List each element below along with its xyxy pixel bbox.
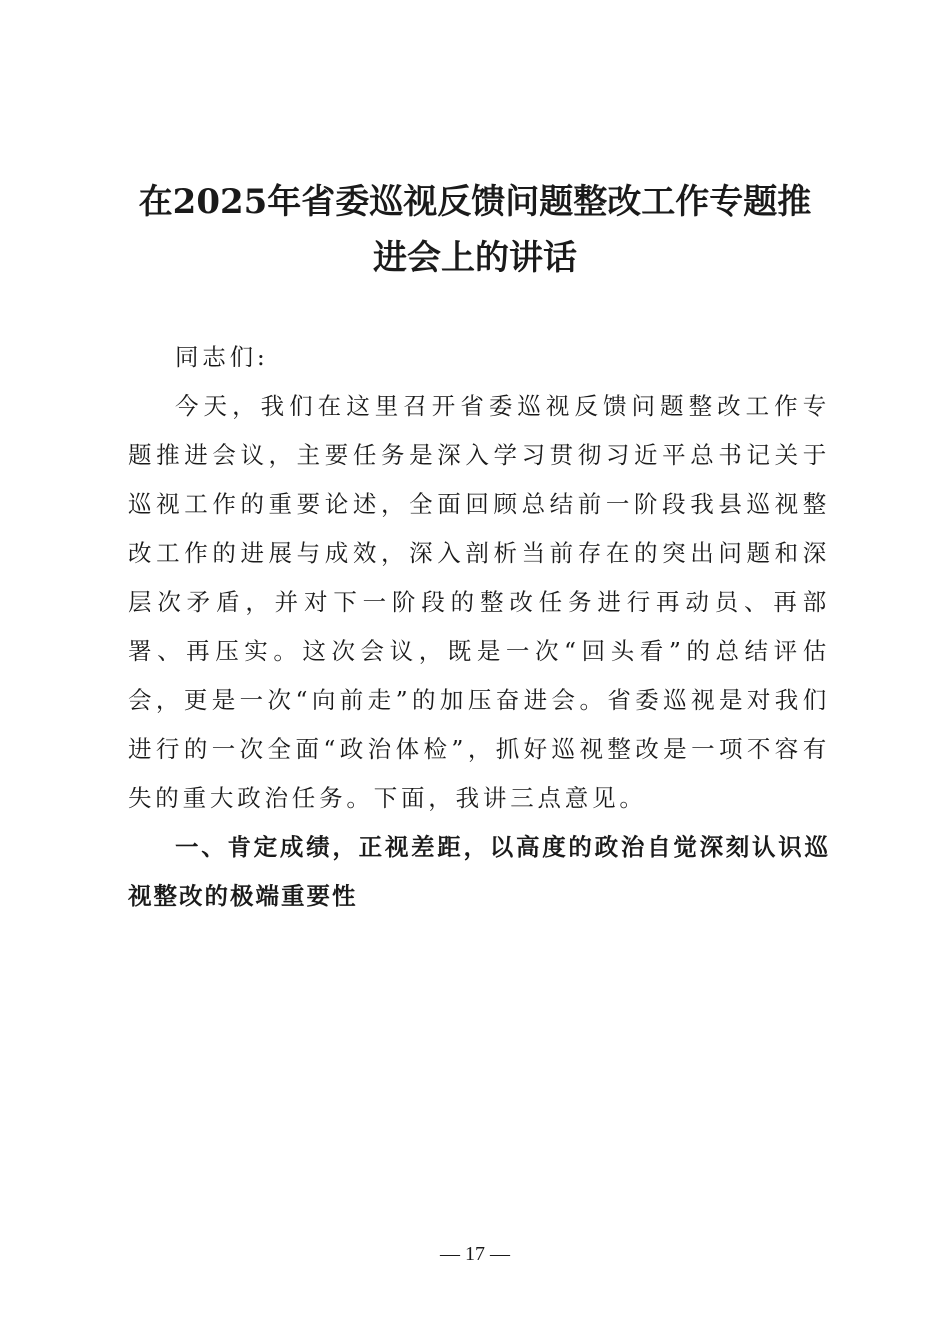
section-heading: 一、肯定成绩，正视差距，以高度的政治自觉深刻认识巡视整改的极端重要性 (128, 833, 830, 910)
salutation: 同志们: (175, 343, 269, 371)
title-line-1: 在2025年省委巡视反馈问题整改工作专题推 (138, 182, 812, 222)
body-paragraph: 今天，我们在这里召开省委巡视反馈问题整改工作专题推进会议，主要任务是深入学习贯彻习近平总书记关于巡视工作的重要论述，全面回顾总结前一阶段我县巡视整改工作的进展与成效，深入剖析当前存在的突出问题和深层次矛盾，并对下一阶段的整改任务进行再动员、再部署、再压实。这次会议，既是一次“回头看”的总结评估会，更是一次“向前走”的加压奋进会。省委巡视是对我们进行的一次全面“政治体检”，抓好巡视整改是一项不容有失的重大政治任务。下面，我讲三点意见。 (128, 392, 830, 812)
page-number: — 17 — (440, 1243, 510, 1265)
document-body (128, 333, 830, 921)
title-line-2: 进会上的讲话 (373, 238, 577, 278)
document-title (120, 174, 830, 286)
